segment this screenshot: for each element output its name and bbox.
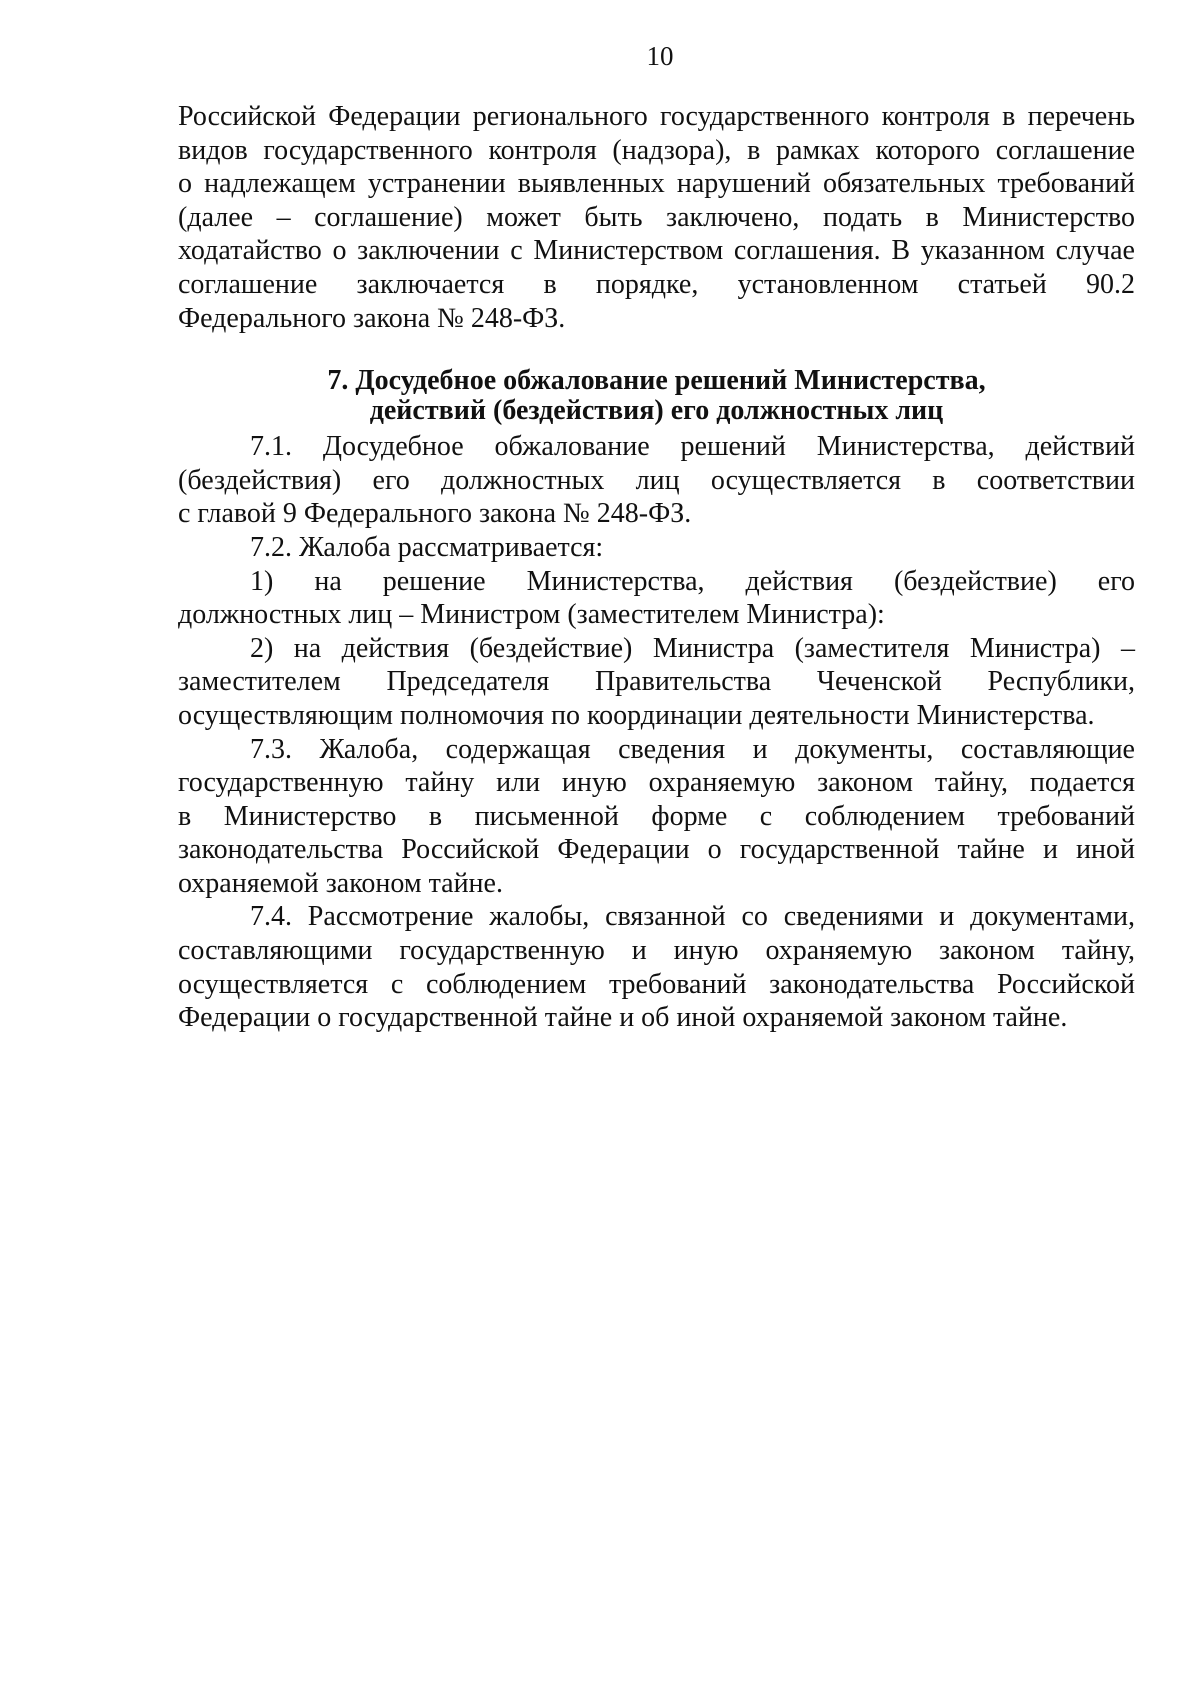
section-heading <box>178 366 1135 426</box>
document-body <box>178 100 1135 1035</box>
text-line: 7.2. Жалоба рассматривается: <box>250 531 604 563</box>
paragraph-7-2 <box>178 531 1135 565</box>
text-line: видов государственного контроля (надзора), в рамках которого соглашение <box>178 134 1135 166</box>
paragraph-7-2-item-2 <box>178 632 1135 733</box>
text-line: составляющими государственную и иную охраняемую законом тайну, <box>178 935 1135 967</box>
paragraph-7-3 <box>178 733 1135 901</box>
section-heading-line: 7. Досудебное обжалование решений Министерства, <box>327 365 986 397</box>
text-line: Федерации о государственной тайне и об иной охраняемой законом тайне. <box>178 1002 1068 1034</box>
page-number: 10 <box>646 41 674 71</box>
text-line: в Министерство в письменной форме с соблюдением требований <box>178 800 1135 832</box>
text-line: о надлежащем устранении выявленных нарушений обязательных требований <box>178 168 1135 200</box>
text-line: 7.1. Досудебное обжалование решений Министерства, действий <box>250 431 1135 463</box>
text-line: государственную тайну или иную охраняемую законом тайну, подается <box>178 767 1135 799</box>
text-line: Федерального закона № 248-ФЗ. <box>178 302 566 334</box>
text-line: должностных лиц – Министром (заместителем Министра): <box>178 599 885 631</box>
text-line: (бездействия) его должностных лиц осуществляется в соответствии <box>178 464 1135 496</box>
text-line: ходатайство о заключении с Министерством соглашения. В указанном случае <box>178 235 1135 267</box>
text-line: с главой 9 Федерального закона № 248-ФЗ. <box>178 498 692 530</box>
text-line: законодательства Российской Федерации о государственной тайне и иной <box>178 834 1135 866</box>
text-line: 7.3. Жалоба, содержащая сведения и документы, составляющие <box>250 733 1135 765</box>
text-line: (далее – соглашение) может быть заключено, подать в Министерство <box>178 201 1135 233</box>
text-line: осуществляется с соблюдением требований законодательства Российской <box>178 968 1135 1000</box>
text-line: 7.4. Рассмотрение жалобы, связанной со сведениями и документами, <box>250 901 1135 933</box>
text-line: соглашение заключается в порядке, установленном статьей 90.2 <box>178 268 1135 300</box>
paragraph-7-4 <box>178 900 1135 1034</box>
text-line: заместителем Председателя Правительства Чеченской Республики, <box>178 666 1135 698</box>
text-line: осуществляющим полномочия по координации деятельности Министерства. <box>178 699 1095 731</box>
text-line: 2) на действия (бездействие) Министра (заместителя Министра) – <box>250 632 1135 664</box>
paragraph-7-1 <box>178 430 1135 531</box>
intro-paragraph <box>178 100 1135 335</box>
text-line: 1) на решение Министерства, действия (бездействие) его <box>250 565 1135 597</box>
paragraph-7-2-item-1 <box>178 565 1135 632</box>
section-heading-line: действий (бездействия) его должностных лиц <box>369 395 944 427</box>
text-line: охраняемой законом тайне. <box>178 867 503 899</box>
text-line: Российской Федерации регионального государственного контроля в перечень <box>178 101 1135 132</box>
